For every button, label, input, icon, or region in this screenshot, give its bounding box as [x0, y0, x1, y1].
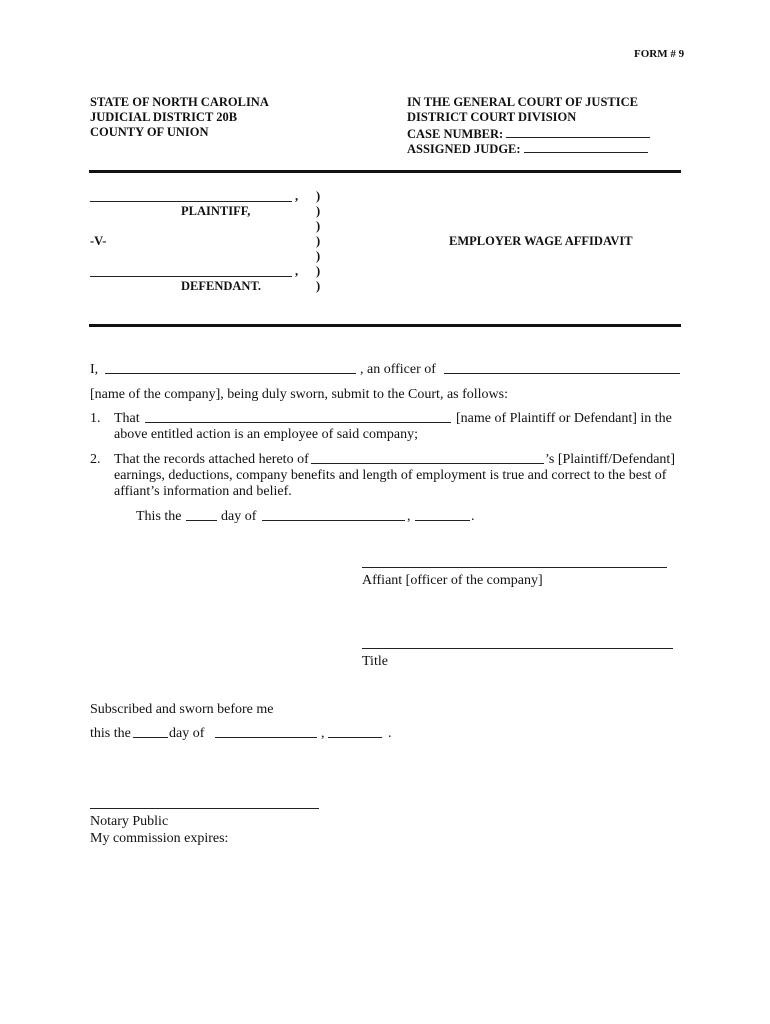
assigned-judge-row [407, 140, 648, 157]
date-this-the: This the [136, 509, 182, 524]
item1-that: That [114, 411, 140, 426]
item1-continuation: above entitled action is an employee of said company; [114, 427, 419, 442]
defendant-name-field[interactable] [90, 276, 292, 277]
intro-officer-text: , an officer of [360, 362, 436, 377]
notary-public-label: Notary Public [90, 814, 169, 829]
employee-name-field[interactable] [145, 422, 451, 423]
county-label: COUNTY OF UNION [90, 125, 209, 139]
caption-paren: ) [316, 204, 321, 218]
caption-bottom-rule [89, 324, 681, 327]
notary-month-field[interactable] [215, 737, 317, 738]
caption-paren: ) [316, 234, 321, 248]
item2-text: That the records attached hereto of [114, 452, 309, 467]
notary-period: . [388, 726, 392, 741]
title-label: Title [362, 654, 388, 669]
caption-paren: ) [316, 219, 321, 233]
versus-label: -V- [90, 234, 107, 248]
defendant-comma: , [295, 264, 299, 278]
form-number: FORM # 9 [634, 48, 685, 60]
item2-continuation: earnings, deductions, company benefits and length of employment is true and correct to the best of [114, 468, 667, 483]
subscribed-text: Subscribed and sworn before me [90, 702, 274, 717]
date-period: . [471, 509, 475, 524]
title-signature-line[interactable] [362, 648, 673, 649]
affiant-signature-line[interactable] [362, 567, 667, 568]
document-title: EMPLOYER WAGE AFFIDAVIT [449, 234, 633, 248]
item1-party-text: [name of Plaintiff or Defendant] in the [456, 411, 672, 426]
state-label: STATE OF NORTH CAROLINA [90, 95, 269, 109]
caption-paren: ) [316, 264, 321, 278]
plaintiff-label: PLAINTIFF, [181, 204, 251, 218]
item1-number: 1. [90, 411, 101, 426]
notary-day-of: day of [169, 726, 205, 741]
affiant-label: Affiant [officer of the company] [362, 573, 543, 588]
caption-paren: ) [316, 189, 321, 203]
date-year-field[interactable] [415, 520, 470, 521]
date-day-field[interactable] [186, 520, 217, 521]
notary-comma: , [321, 726, 325, 741]
district-label: JUDICIAL DISTRICT 20B [90, 110, 238, 124]
assigned-judge-field[interactable] [524, 140, 648, 153]
notary-day-field[interactable] [133, 737, 168, 738]
case-number-label: CASE NUMBER: [407, 127, 504, 141]
court-label: IN THE GENERAL COURT OF JUSTICE [407, 95, 638, 109]
item2-party-text: ’s [Plaintiff/Defendant] [545, 452, 675, 467]
assigned-judge-label: ASSIGNED JUDGE: [407, 142, 521, 156]
caption-paren: ) [316, 279, 321, 293]
plaintiff-name-field[interactable] [90, 201, 292, 202]
records-party-name-field[interactable] [311, 463, 544, 464]
item2-number: 2. [90, 452, 101, 467]
defendant-label: DEFENDANT. [181, 279, 261, 293]
intro-line2: [name of the company], being duly sworn, submit to the Court, as follows: [90, 387, 508, 402]
intro-i: I, [90, 362, 99, 377]
plaintiff-comma: , [295, 189, 299, 203]
company-name-field[interactable] [444, 373, 680, 374]
date-day-of: day of [221, 509, 257, 524]
officer-name-field[interactable] [105, 373, 356, 374]
caption-paren: ) [316, 249, 321, 263]
notary-year-field[interactable] [328, 737, 382, 738]
commission-expires-label: My commission expires: [90, 831, 229, 846]
notary-signature-line[interactable] [90, 808, 319, 809]
notary-this-the: this the [90, 726, 131, 741]
date-comma: , [407, 509, 411, 524]
item2-continuation-2: affiant’s information and belief. [114, 484, 292, 499]
date-month-field[interactable] [262, 520, 405, 521]
case-number-field[interactable] [506, 125, 650, 138]
top-rule [89, 170, 681, 173]
division-label: DISTRICT COURT DIVISION [407, 110, 577, 124]
